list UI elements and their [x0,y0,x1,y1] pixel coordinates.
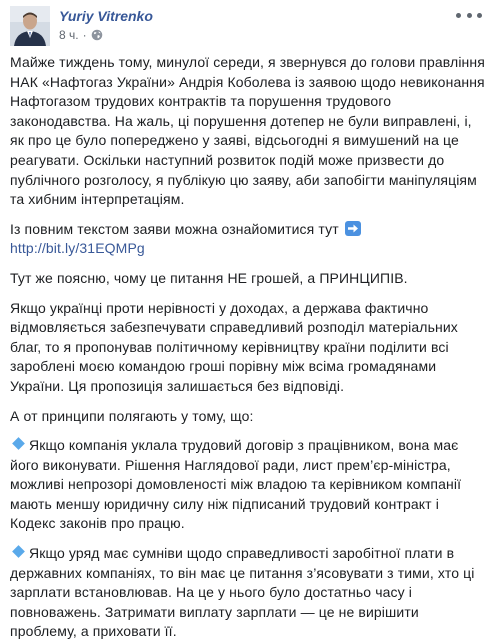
principle-2-text: Якщо уряд має сумніви щодо справедливості заробітної плати в державних компаніях, то він має це питання з’ясовувати з тими, хто ці зарплати встановлював. На це у нього було достатньо часу і повноважень. Затримати виплату зарплати — це не вирішити проблему, а приховати її. [10,545,475,640]
paragraph-3: Тут же поясню, чому це питання НЕ грошей, а ПРИНЦИПІВ. [10,269,408,286]
right-arrow-icon [345,221,361,236]
globe-icon[interactable] [91,29,103,41]
meta-separator: · [82,28,87,42]
post-body [10,53,485,642]
blue-diamond-icon [12,437,25,450]
post-meta [59,28,103,42]
post-timestamp[interactable]: 8 ч. [59,28,79,42]
author-name[interactable]: Yuriy Vitrenko [59,8,153,24]
paragraph-5: А от принципи полягають у тому, що: [10,407,254,424]
principle-1 [10,436,485,534]
statement-link[interactable]: http://bit.ly/31EQMPg [10,240,145,257]
avatar-photo-icon [10,6,50,46]
more-options-icon[interactable] [456,8,482,22]
blue-diamond-icon [12,545,25,558]
paragraph-4: Якщо українці проти нерівності у доходах, а держава фактично відмовляється забезпечувати справедливий розподіл матеріальних благ, то я пропонував політичному керівництву країни поділити всі зароблені моєю командою гроші порівну між всіма громадянами України. Ця пропозиція залишається без відповіді. [10,299,458,394]
paragraph-1: Майже тиждень тому, минулої середи, я звернувся до голови правління НАК «Нафтогаз України» Андрія Коболева із заявою щодо невиконання Нафтогазом трудових контрактів та порушення трудового законодавства. На жаль, ці порушення дотепер не були виправлені, і, як про це було попереджено у заяві, відсьогодні я вимушений на це реагувати. Оскільки наступний розвиток подій може призвести до публічного розголосу, я публікую цю заяву, аби запобігти маніпуляціям та хибним інтерпретаціям. [10,54,485,208]
paragraph-2 [10,220,485,259]
principle-2 [10,544,485,642]
avatar[interactable] [10,6,50,46]
principle-1-text: Якщо компанія уклала трудовий договір з працівником, вона має його виконувати. Рішення Наглядової ради, лист прем’єр-міністра, можливі непрозорі домовленості між владою та керівником компанії мають меншу юридичну силу ніж підписаний трудовий контракт і Кодекс законів про працю. [10,437,462,532]
paragraph-2-text: Із повним текстом заяви можна ознайомитися тут [10,220,339,237]
